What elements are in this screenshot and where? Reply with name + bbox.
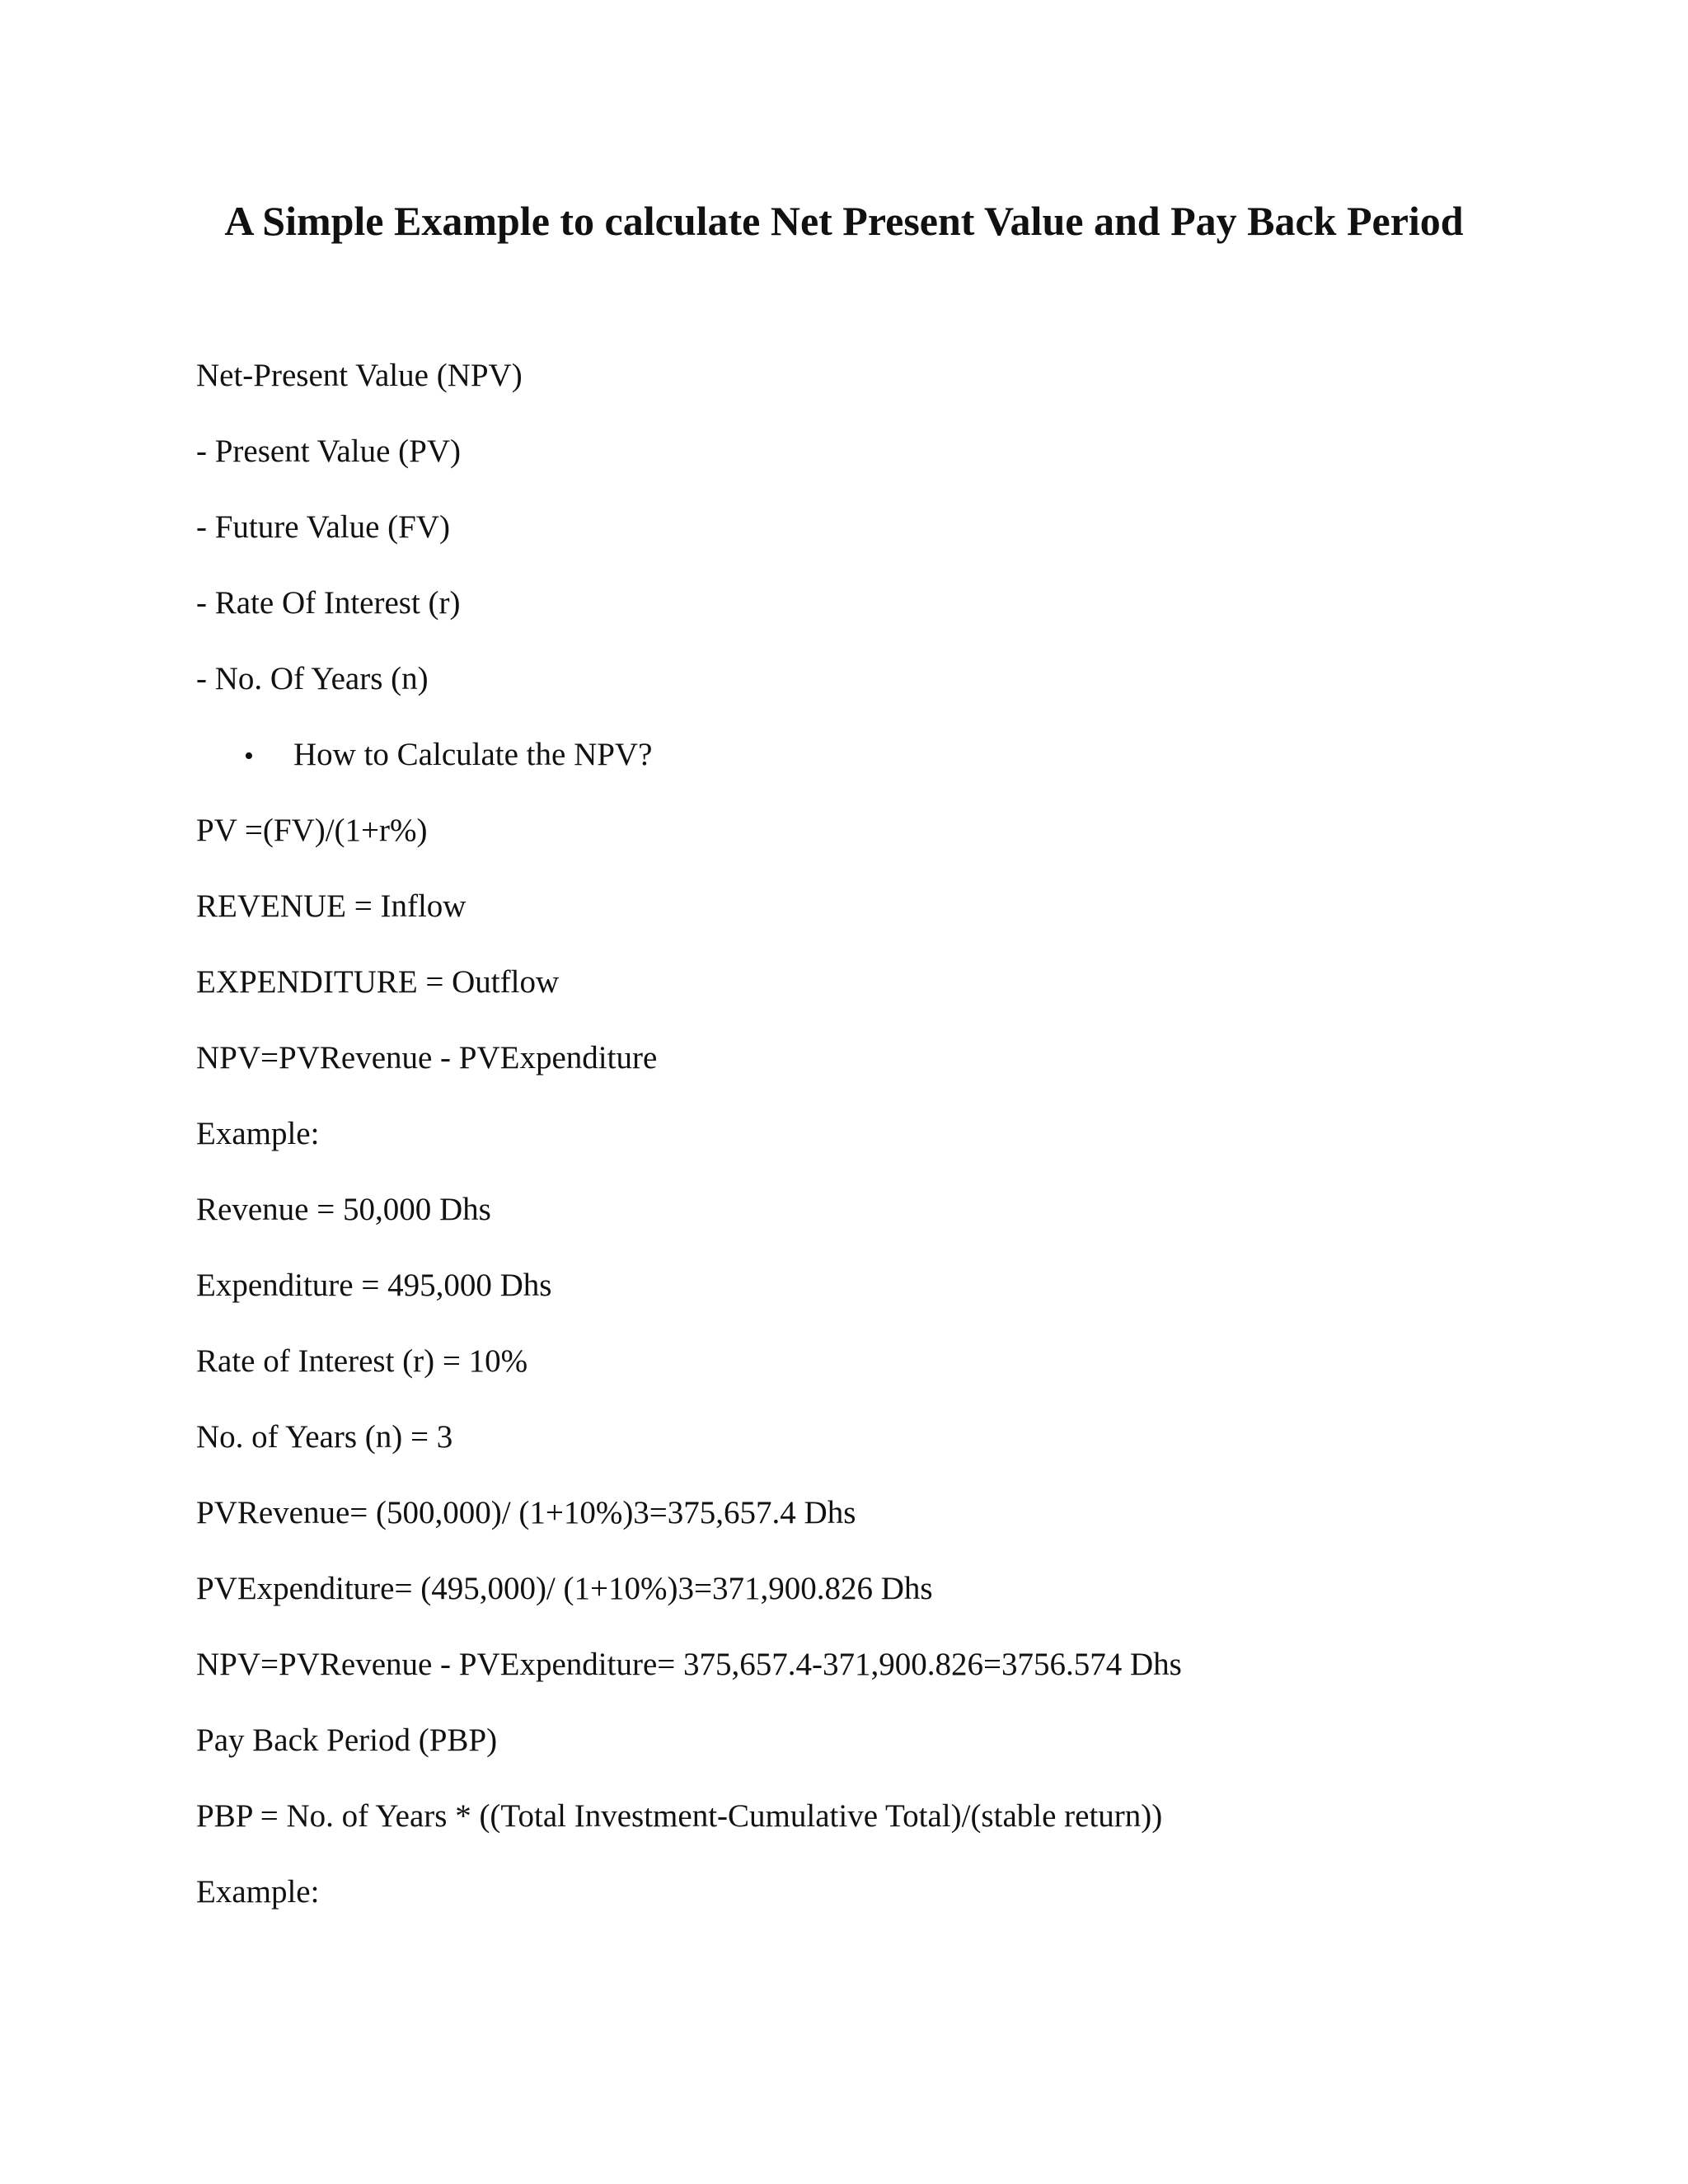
- formula-npv: NPV=PVRevenue - PVExpenditure: [196, 1040, 658, 1076]
- calc-pv-revenue: PVRevenue= (500,000)/ (1+10%)3=375,657.4 Dhs: [196, 1495, 856, 1530]
- bullet-item: [244, 734, 652, 777]
- example-revenue: Revenue = 50,000 Dhs: [196, 1192, 491, 1227]
- calc-npv: NPV=PVRevenue - PVExpenditure= 375,657.4-371,900.826=3756.574 Dhs: [196, 1647, 1182, 1682]
- heading-npv: Net-Present Value (NPV): [196, 358, 523, 393]
- term-present-value: - Present Value (PV): [196, 434, 461, 469]
- term-rate-of-interest: - Rate Of Interest (r): [196, 585, 461, 621]
- example-years: No. of Years (n) = 3: [196, 1419, 453, 1455]
- formula-pbp: PBP = No. of Years * ((Total Investment-Cumulative Total)/(stable return)): [196, 1798, 1163, 1834]
- example-expenditure: Expenditure = 495,000 Dhs: [196, 1268, 552, 1303]
- term-number-of-years: - No. Of Years (n): [196, 661, 429, 696]
- calc-pv-expenditure: PVExpenditure= (495,000)/ (1+10%)3=371,900.826 Dhs: [196, 1571, 933, 1606]
- term-future-value: - Future Value (FV): [196, 509, 450, 545]
- bullet-text: How to Calculate the NPV?: [293, 737, 653, 772]
- definition-expenditure: EXPENDITURE = Outflow: [196, 964, 560, 1000]
- bullet-icon: •: [244, 741, 254, 771]
- definition-revenue: REVENUE = Inflow: [196, 888, 467, 924]
- heading-pay-back-period: Pay Back Period (PBP): [196, 1722, 498, 1758]
- example-label-2: Example:: [196, 1874, 320, 1910]
- example-label: Example:: [196, 1116, 320, 1151]
- example-rate: Rate of Interest (r) = 10%: [196, 1343, 528, 1379]
- formula-pv: PV =(FV)/(1+r%): [196, 813, 428, 848]
- document-title: A Simple Example to calculate Net Present Value and Pay Back Period: [224, 198, 1464, 244]
